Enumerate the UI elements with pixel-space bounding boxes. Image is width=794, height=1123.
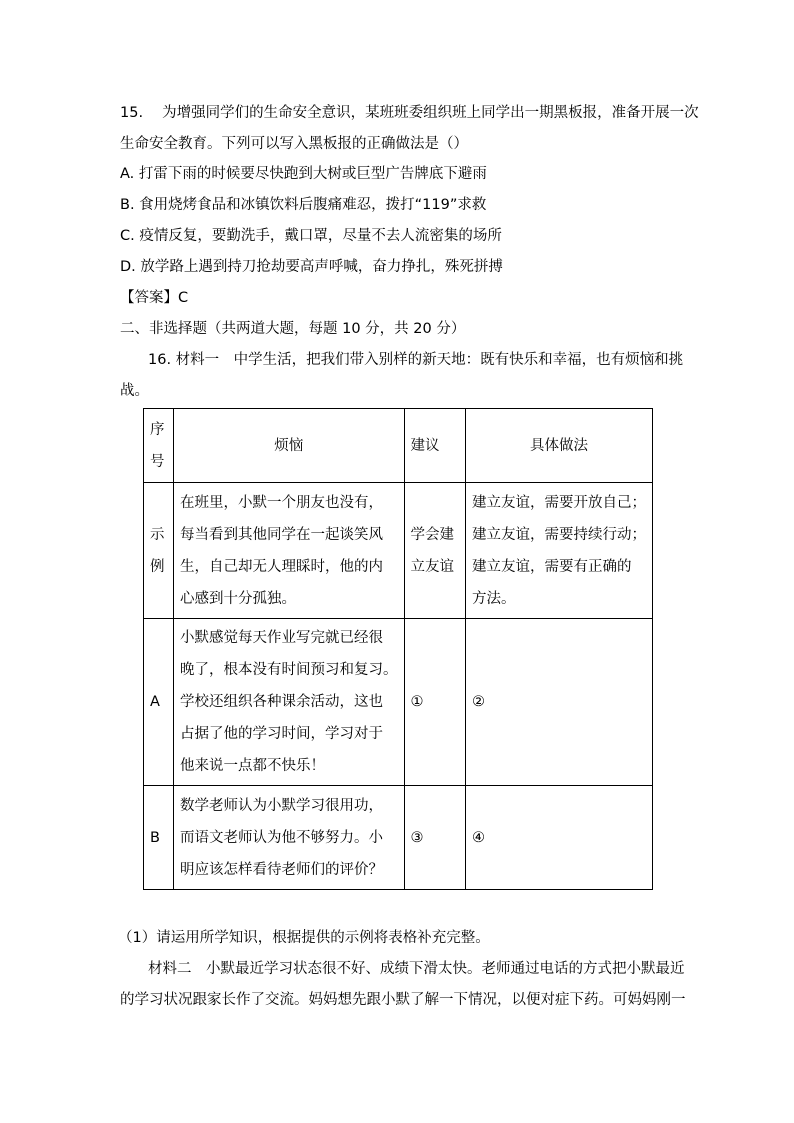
q15-option-a: A. 打雷下雨的时候要尽快跑到大树或巨型广告牌底下避雨 — [120, 166, 487, 182]
row-method: ② — [465, 619, 652, 786]
row-trouble: 在班里，小默一个朋友也没有， 每当看到其他同学在一起谈笑风 生，自己却无人理睬时，他的内 心感到十分孤独。 — [174, 483, 405, 619]
q15-stem-line: 生命安全教育。下列可以写入黑板报的正确做法是（） — [120, 136, 468, 152]
q15-option-d: D. 放学路上遇到持刀抢劫要高声呼喊，奋力挣扎，殊死拼搏 — [120, 259, 503, 275]
row-advice: 学会建 立友谊 — [404, 483, 465, 619]
material-2-line: 材料二 小默最近学习状态很不好、成绩下滑太快。老师通过电话的方式把小默最近 — [148, 961, 685, 977]
table-row — [144, 786, 653, 890]
row-index: 示 例 — [144, 483, 174, 619]
row-trouble: 小默感觉每天作业写完就已经很 晚了，根本没有时间预习和复习。 学校还组织各种课余活动，这也 占据了他的学习时间，学习对于 他来说一点都不快乐！ — [174, 619, 405, 786]
q16-stem-line: 战。 — [120, 383, 149, 399]
sub-question-1: （1）请运用所学知识，根据提供的示例将表格补充完整。 — [118, 930, 490, 946]
header-advice: 建议 — [404, 409, 465, 483]
header-method: 具体做法 — [465, 409, 652, 483]
row-advice: ③ — [404, 786, 465, 890]
q15-stem-line: 15. 为增强同学们的生命安全意识，某班班委组织班上同学出一期黑板报，准备开展一次 — [120, 105, 699, 121]
q16-stem-line: 16. 材料一 中学生活，把我们带入别样的新天地：既有快乐和幸福，也有烦恼和挑 — [148, 352, 684, 368]
header-trouble: 烦恼 — [174, 409, 405, 483]
row-index: A — [144, 619, 174, 786]
row-method: ④ — [465, 786, 652, 890]
section-title: 二、非选择题（共两道大题，每题 10 分，共 20 分） — [120, 321, 466, 337]
row-index: B — [144, 786, 174, 890]
q15-answer: 【答案】C — [120, 290, 189, 306]
material-2-line: 的学习状况跟家长作了交流。妈妈想先跟小默了解一下情况，以便对症下药。可妈妈刚一 — [120, 992, 686, 1008]
trouble-table — [143, 408, 653, 890]
table-header-row — [144, 409, 653, 483]
row-trouble: 数学老师认为小默学习很用功， 而语文老师认为他不够努力。小 明应该怎样看待老师们的评价？ — [174, 786, 405, 890]
table-row — [144, 483, 653, 619]
row-advice: ① — [404, 619, 465, 786]
header-index: 序 号 — [144, 409, 174, 483]
table-row — [144, 619, 653, 786]
q15-option-b: B. 食用烧烤食品和冰镇饮料后腹痛难忍，拨打“119”求救 — [120, 197, 487, 213]
row-method: 建立友谊，需要开放自己； 建立友谊，需要持续行动； 建立友谊，需要有正确的 方法。 — [465, 483, 652, 619]
q15-option-c: C. 疫情反复，要勤洗手，戴口罩，尽量不去人流密集的场所 — [120, 228, 502, 244]
